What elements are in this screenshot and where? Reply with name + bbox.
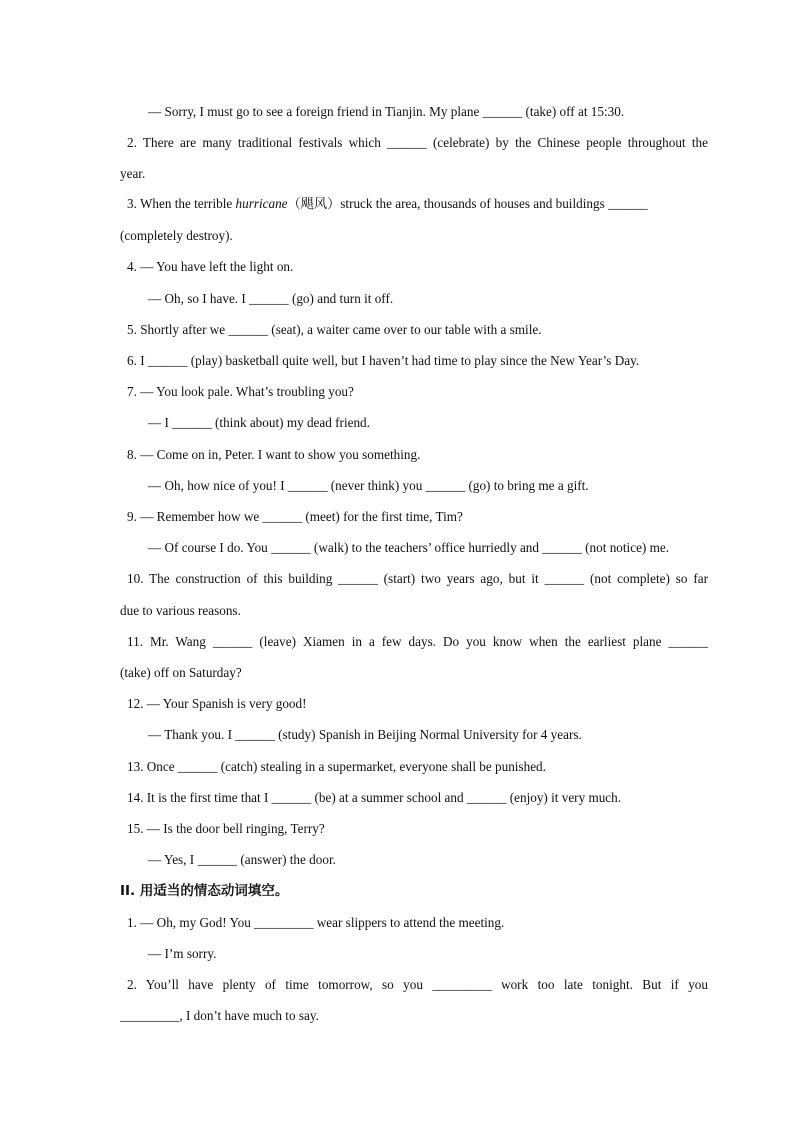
question-7-response: — I ______ (think about) my dead friend. (148, 415, 370, 430)
question-4-response: — Oh, so I have. I ______ (go) and turn it off. (148, 291, 394, 306)
question-15-prompt: 15. — Is the door bell ringing, Terry? (127, 821, 325, 836)
question-12-response: — Thank you. I ______ (study) Spanish in Beijing Normal University for 4 years. (148, 727, 582, 742)
section-2-question-1-response: — I’m sorry. (148, 946, 217, 961)
question-2-text-cont: year. (120, 166, 146, 181)
section-2-question-2-text-cont: _________, I don’t have much to say. (120, 1008, 319, 1023)
question-9-prompt: 9. — Remember how we ______ (meet) for the first time, Tim? (127, 509, 463, 524)
question-8-response: — Oh, how nice of you! I ______ (never think) you ______ (go) to bring me a gift. (148, 478, 589, 493)
question-3-text (127, 194, 708, 214)
question-11-text-cont: (take) off on Saturday? (120, 665, 242, 680)
question-4-prompt: 4. — You have left the light on. (127, 259, 294, 274)
question-3-text-cont: (completely destroy). (120, 228, 233, 243)
question-15-response: — Yes, I ______ (answer) the door. (148, 852, 336, 867)
question-14-text: 14. It is the first time that I ______ (be) at a summer school and ______ (enjoy) it very much. (127, 790, 622, 805)
question-9-response: — Of course I do. You ______ (walk) to the teachers’ office hurriedly and ______ (not notice) me. (148, 540, 670, 555)
question-11-text: 11. Mr. Wang ______ (leave) Xiamen in a few days. Do you know when the earliest plane ______ (127, 634, 708, 649)
question-10-text: 10. The construction of this building ______ (start) two years ago, but it ______ (not complete) so far (127, 571, 708, 586)
question-3-part-c: （飓风）struck the area, thousands of houses and buildings ______ (287, 196, 648, 211)
section-2-question-2-text: 2. You’ll have plenty of time tomorrow, so you _________ work too late tonight. But if you (127, 977, 708, 992)
question-3-part-a: 3. When the terrible (127, 196, 236, 211)
question-2-text: 2. There are many traditional festivals which ______ (celebrate) by the Chinese people throughout the (127, 135, 708, 150)
question-13-text: 13. Once ______ (catch) stealing in a supermarket, everyone shall be punished. (127, 759, 546, 774)
section-2-question-1-prompt: 1. — Oh, my God! You _________ wear slippers to attend the meeting. (127, 915, 505, 930)
question-5-text: 5. Shortly after we ______ (seat), a waiter came over to our table with a smile. (127, 322, 542, 337)
question-8-prompt: 8. — Come on in, Peter. I want to show you something. (127, 447, 421, 462)
question-3-keyword: hurricane (235, 196, 288, 211)
question-7-prompt: 7. — You look pale. What’s troubling you? (127, 384, 354, 399)
question-10-text-cont: due to various reasons. (120, 603, 241, 618)
question-6-text: 6. I ______ (play) basketball quite well, but I haven’t had time to play since the New Year’s Day. (127, 353, 640, 368)
question-1-response: — Sorry, I must go to see a foreign friend in Tianjin. My plane ______ (take) off at 15:30. (148, 104, 625, 119)
section-2-heading: II. 用适当的情态动词填空。 (120, 883, 289, 899)
question-12-prompt: 12. — Your Spanish is very good! (127, 696, 307, 711)
